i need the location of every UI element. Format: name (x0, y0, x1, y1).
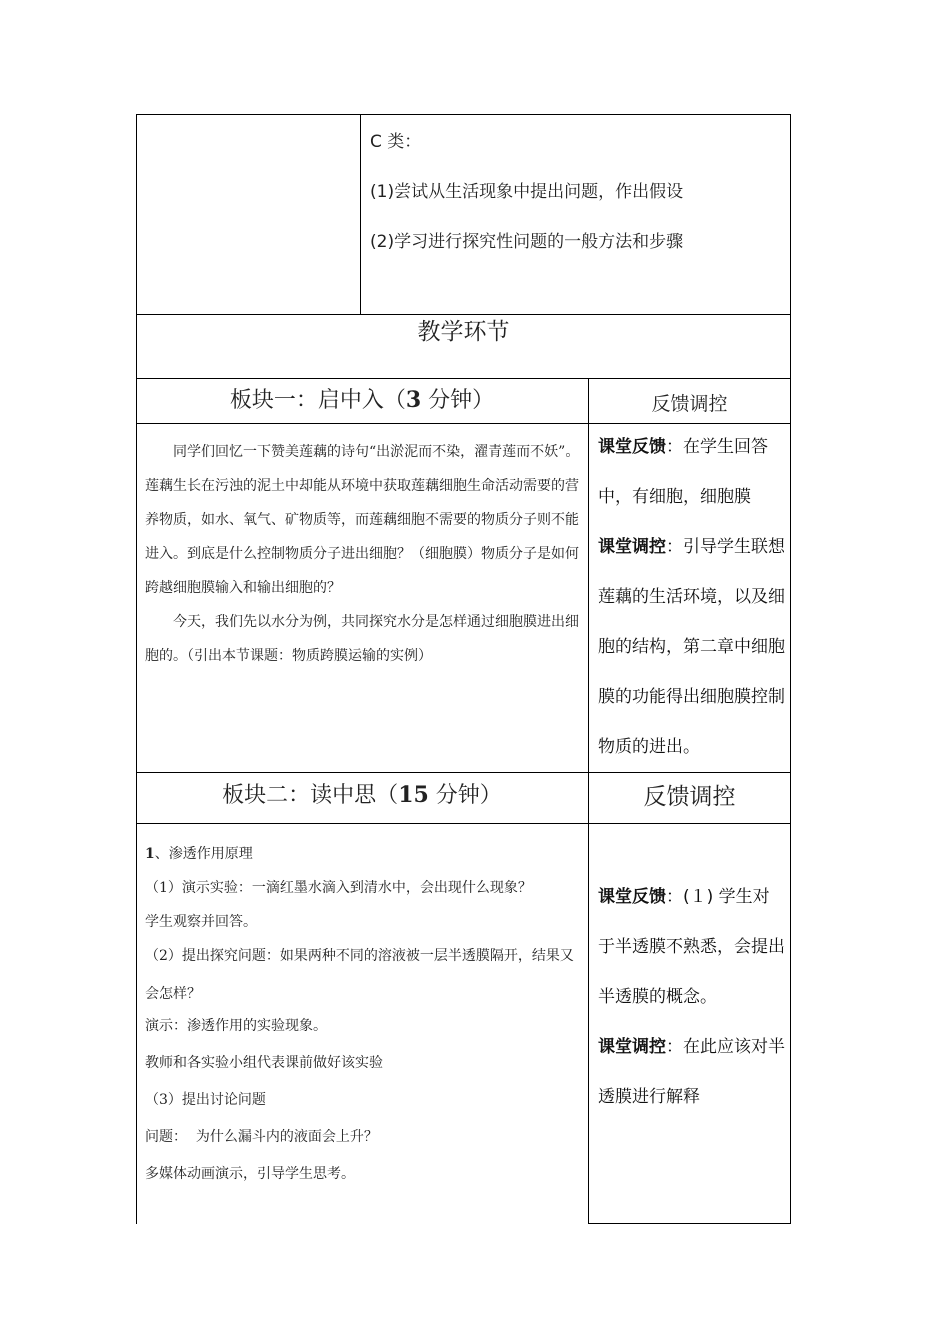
table-border-left (136, 114, 137, 1224)
block2-title: 板块二：读中思（15 分钟） (222, 782, 502, 808)
feedback-text: ：在学生回答中，有细胞，细胞膜 (598, 437, 768, 507)
table-border-right (790, 114, 791, 1224)
feedback-cell-bottom (588, 1223, 791, 1224)
block2-line-3: （2）提出探究问题：如果两种不同的溶液被一层半透膜隔开，结果又会怎样？ (145, 948, 574, 1002)
control-label: 课堂调控 (598, 1037, 666, 1057)
section-title: 教学环节 (417, 319, 510, 345)
feedback-label: 课堂反馈 (598, 887, 666, 907)
feedback-text: ：(１) 学生对于半透膜不熟悉，会提出半透膜的概念。 (598, 887, 785, 1007)
block2-line-5: 教师和各实验小组代表课前做好该实验 (145, 1055, 383, 1071)
block2-feedback-header: 反馈调控 (643, 784, 736, 810)
block1-paragraph-1: 同学们回忆一下赞美莲藕的诗句“出淤泥而不染，濯青莲而不妖”。莲藕生长在污浊的泥土中却能从环境中获取莲藕细胞生命活动需要的营养物质，如水、氧气、矿物质等，而莲藕细胞不需要的物质分子则不能进入。到底是什么控制物质分子进出细胞？（细胞膜）物质分子是如何跨越细胞膜输入和输出细胞的？ (145, 444, 580, 596)
block2-line-2: 学生观察并回答。 (145, 914, 257, 930)
block1-feedback-content (598, 422, 786, 772)
control-label: 课堂调控 (598, 537, 666, 557)
block2-line-6: （3）提出讨论问题 (145, 1092, 266, 1108)
block2-line-8: 多媒体动画演示，引导学生思考。 (145, 1166, 355, 1182)
block2-feedback-content (598, 872, 786, 1122)
block1-content (145, 435, 580, 673)
row-divider-4 (136, 772, 791, 773)
block1-feedback-header: 反馈调控 (651, 393, 728, 415)
objective-item-1: (1)尝试从生活现象中提出问题，作出假设 (370, 182, 684, 202)
top-cell-divider (360, 114, 361, 315)
block2-line-1: （1）演示实验：一滴红墨水滴入到清水中，会出现什么现象？ (145, 880, 532, 896)
block2-line-4: 演示：渗透作用的实验现象。 (145, 1018, 327, 1034)
control-text: ：在此应该对半透膜进行解释 (598, 1037, 785, 1107)
table-border-top (136, 114, 791, 115)
block1-title: 板块一：启中入（3 分钟） (229, 387, 495, 413)
feedback-label: 课堂反馈 (598, 437, 666, 457)
objective-category-heading: C 类： (370, 132, 422, 152)
row-divider-5 (136, 823, 791, 824)
objective-item-2: (2)学习进行探究性问题的一般方法和步骤 (370, 232, 684, 252)
control-text: ：引导学生联想莲藕的生活环境，以及细胞的结构，第二章中细胞膜的功能得出细胞膜控制物质的进出。 (598, 537, 785, 757)
block1-paragraph-2: 今天，我们先以水分为例，共同探究水分是怎样通过细胞膜进出细胞的。（引出本节课题：物质跨膜运输的实例） (145, 614, 579, 664)
block2-line-7: 问题： 为什么漏斗内的液面会上升？ (145, 1129, 378, 1145)
block2-item-heading: 1、渗透作用原理 (145, 846, 253, 862)
row-divider-2 (136, 378, 791, 379)
